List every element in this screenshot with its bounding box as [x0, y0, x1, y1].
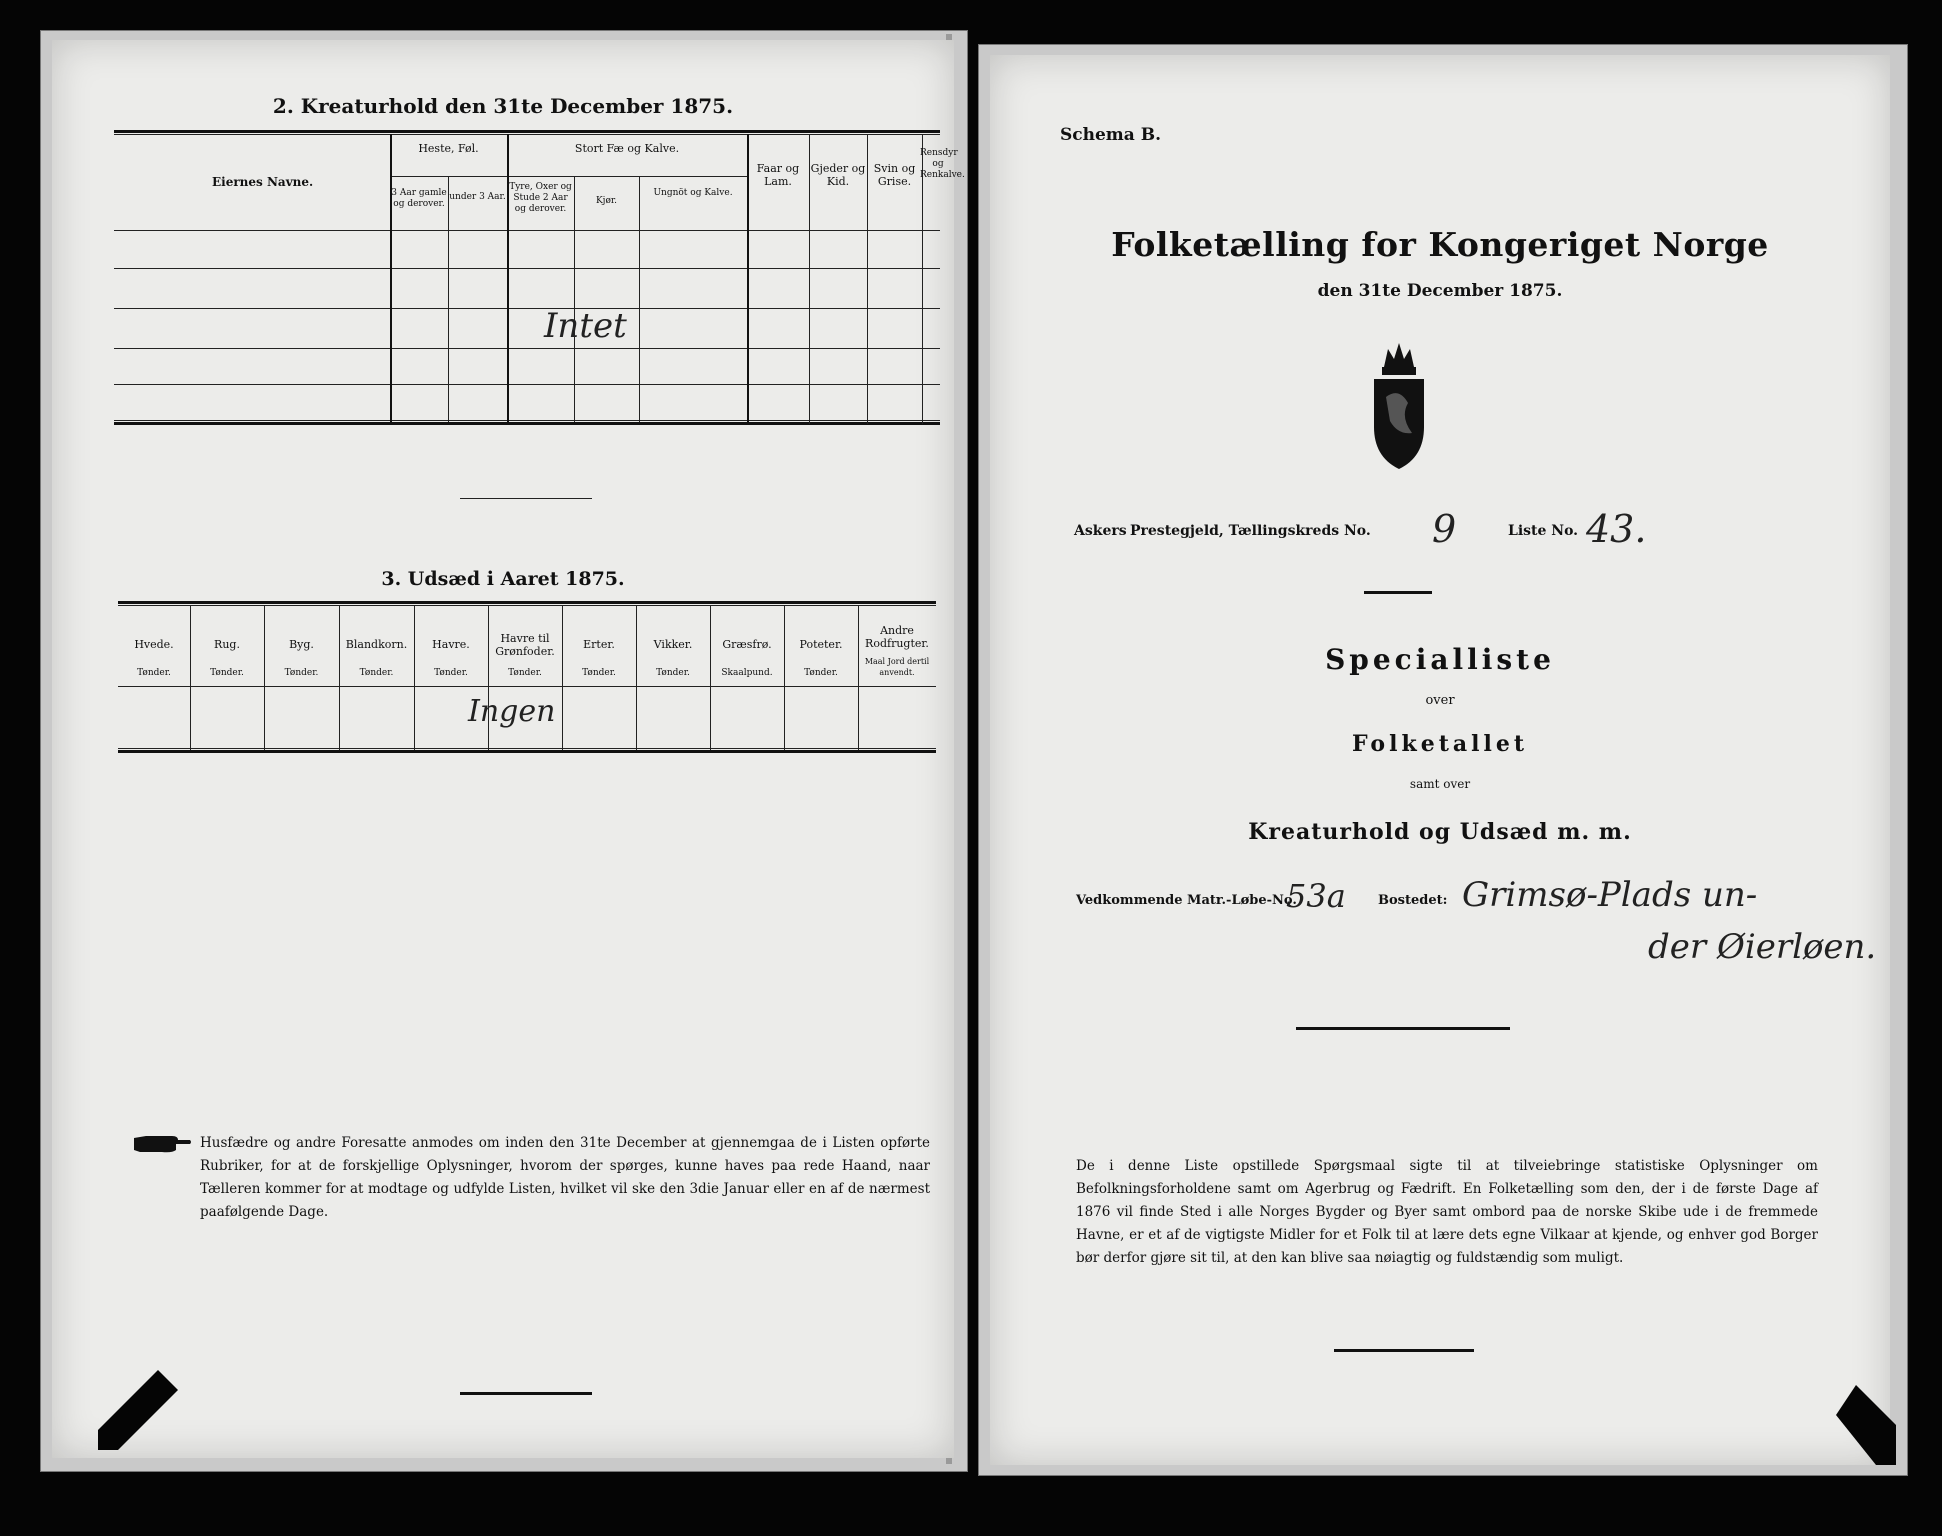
right-page	[990, 55, 1890, 1465]
sowing-unit-byg: Tønder.	[284, 668, 319, 678]
sowing-col-havre-gronfoder: Havre til Grønfoder.	[495, 632, 555, 658]
sowing-unit-blandkorn: Tønder.	[359, 668, 394, 678]
sowing-unit-graesfro: Skaalpund.	[721, 668, 773, 678]
divider-right-1	[1364, 591, 1432, 594]
sowing-unit-poteter: Tønder.	[804, 668, 838, 678]
heste-sub-1: 3 Aar gamle og derover.	[391, 188, 447, 209]
stort-sub-2: Kjør.	[595, 196, 618, 206]
sowing-col-graesfro: Græsfrø.	[722, 638, 772, 651]
owner-column-header: Eiernes Navne.	[212, 175, 314, 189]
liste-label: Liste No.	[1508, 523, 1579, 539]
sowing-col-hvede: Hvede.	[134, 638, 174, 651]
schema-label: Schema B.	[1060, 125, 1162, 145]
stort-sub-1: Tyre, Oxer og Stude 2 Aar og derover.	[509, 182, 572, 214]
divider-right-3	[1334, 1349, 1474, 1352]
sowing-col-poteter: Poteter.	[799, 638, 843, 651]
sowing-unit-erter: Tønder.	[582, 668, 616, 678]
divider-right-2	[1296, 1027, 1510, 1030]
sowing-unit-andre: Maal Jord dertil anvendt.	[864, 657, 930, 677]
footnote-text: De i denne Liste opstillede Spørgsmaal sigte til at tilveiebringe statistiske Oplysninger om Befolkningsforholdene samt om Agerbrug og Fædrift. En Folketælling som den, der i de første Dage af 1876 vil finde Sted i alle Norges Bygder og Byer samt ombord paa de norske Skibe ude i de fremmede Havne, er et af de vigtigste Midler for et Folk til at lære dets egne Vilkaar at kjende, og enhver god Borger bør derfor gjøre sit til, at den kan blive saa nøiagtig og fuldstændig som muligt.	[1076, 1158, 1818, 1266]
document-subtitle: den 31te December 1875.	[1317, 281, 1563, 301]
sowing-col-havre: Havre.	[432, 638, 470, 651]
district-label: Prestegjeld, Tællingskreds No.	[1130, 523, 1371, 539]
sowing-unit-hvede: Tønder.	[137, 668, 171, 678]
coat-of-arms-icon	[1364, 337, 1434, 477]
section3-handwritten-entry: Ingen	[468, 694, 556, 729]
stort-group-header: Stort Fæ og Kalve.	[574, 142, 680, 155]
over-text-1: over	[1425, 693, 1455, 708]
district-prefix: Askers	[1074, 523, 1127, 539]
matr-number: 53a	[1286, 877, 1346, 915]
section2-handwritten-entry: Intet	[544, 306, 627, 346]
sowing-col-byg: Byg.	[289, 638, 314, 651]
gjeder-header: Gjeder og Kid.	[810, 162, 866, 188]
bostedet-line-2: der Øierløen.	[1648, 927, 1877, 967]
heste-group-header: Heste, Føl.	[418, 142, 479, 155]
stort-sub-3: Ungnöt og Kalve.	[653, 188, 733, 198]
pointing-hand-icon	[132, 1132, 192, 1154]
specialliste-title: Specialliste	[1325, 643, 1555, 676]
sowing-col-rug: Rug.	[214, 638, 240, 651]
sowing-col-erter: Erter.	[583, 638, 615, 651]
divider-1	[460, 498, 592, 499]
left-page	[52, 40, 965, 1458]
faar-header: Faar og Lam.	[756, 162, 800, 188]
bostedet-label: Bostedet:	[1378, 893, 1448, 908]
sowing-col-vikker: Vikker.	[653, 638, 693, 651]
bostedet-line-1: Grimsø-Plads un-	[1462, 875, 1758, 915]
sowing-unit-rug: Tønder.	[210, 668, 244, 678]
sowing-unit-vikker: Tønder.	[656, 668, 690, 678]
heste-sub-2: under 3 Aar.	[449, 192, 506, 202]
kreaturhold-title: Kreaturhold og Udsæd m. m.	[1248, 819, 1632, 845]
corner-clip-right	[1836, 1385, 1896, 1465]
svin-header: Svin og Grise.	[873, 162, 916, 188]
liste-number: 43.	[1586, 507, 1647, 551]
bottom-divider	[460, 1392, 592, 1395]
section2-title: 2. Kreaturhold den 31te December 1875.	[272, 94, 734, 118]
sowing-unit-havre: Tønder.	[434, 668, 468, 678]
sowing-col-andre: Andre Rodfrugter.	[865, 624, 929, 650]
rensdyr-header: Rensdyr og Renkalve.	[920, 148, 965, 180]
document-title: Folketælling for Kongeriget Norge	[1111, 225, 1769, 264]
corner-clip	[98, 1370, 178, 1450]
section3-title: 3. Udsæd i Aaret 1875.	[381, 568, 625, 590]
folketallet-title: Folketallet	[1352, 731, 1528, 757]
sowing-col-blandkorn: Blandkorn.	[345, 638, 408, 651]
matr-label: Vedkommende Matr.-Løbe-No.	[1076, 893, 1297, 908]
samt-over-text: samt over	[1409, 777, 1471, 791]
kreds-number: 9	[1432, 507, 1457, 551]
instructions-notice: Husfædre og andre Foresatte anmodes om inden den 31te December at gjennemgaa de i Listen opførte Rubriker, for at de forskjellige Oplysninger, hvorom der spørges, kunne haves paa rede Haand, naar Tælleren kommer for at modtage og udfylde Listen, hvilket vil ske den 3die Januar eller en af de nærmest paafølgende Dage.	[200, 1135, 930, 1220]
sowing-unit-havre-gronfoder: Tønder.	[508, 668, 542, 678]
